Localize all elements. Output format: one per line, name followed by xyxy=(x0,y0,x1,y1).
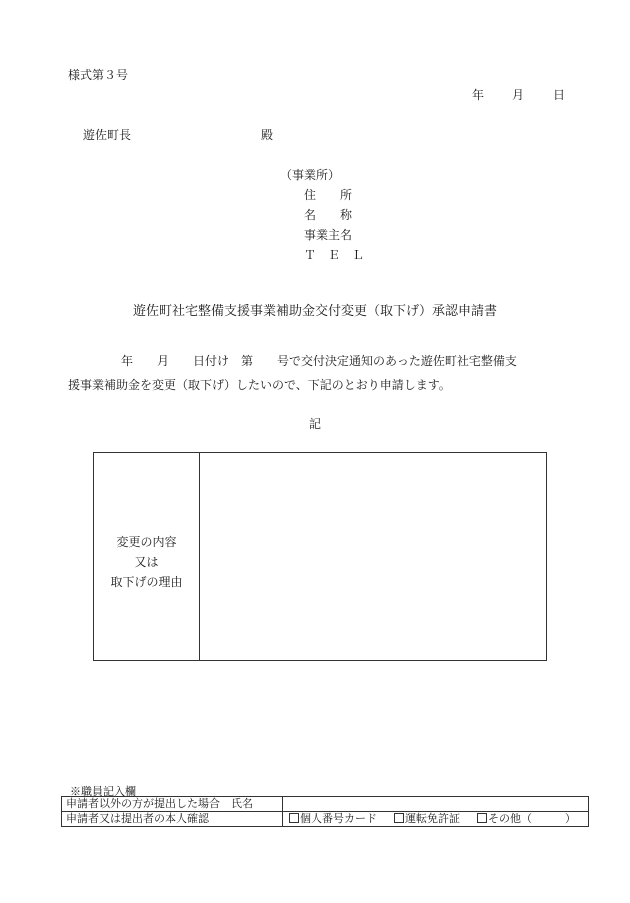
other-option-label: その他（ ） xyxy=(488,812,576,825)
mynumber-checkbox[interactable] xyxy=(289,813,299,823)
address-label: 住 所 xyxy=(304,188,353,202)
reason-label-line-3: 取下げの理由 xyxy=(110,574,183,589)
staff-table xyxy=(61,796,589,827)
reason-label-line-2: 又は xyxy=(134,554,159,569)
date-line xyxy=(472,86,565,103)
reason-value-cell[interactable] xyxy=(200,453,546,660)
license-option-label: 運転免許証 xyxy=(405,812,460,825)
body-line-2: 援事業補助金を変更（取下げ）したいので、下記のとおり申請します。 xyxy=(68,378,451,392)
license-checkbox[interactable] xyxy=(394,813,404,823)
ki-heading: 記 xyxy=(308,417,321,431)
owner-label: 事業主名 xyxy=(304,228,353,242)
applicant-block xyxy=(280,165,365,265)
form-number: 様式第３号 xyxy=(68,68,129,82)
other-checkbox[interactable] xyxy=(477,813,487,823)
date-month: 月 xyxy=(512,88,525,102)
mynumber-option-label: 個人番号カード xyxy=(300,812,377,825)
staff-note: ※職員記入欄 xyxy=(70,785,136,798)
submitter-label: 申請者以外の方が提出した場合 氏名 xyxy=(62,797,283,812)
document-title: 遊佐町社宅整備支援事業補助金交付変更（取下げ）承認申請書 xyxy=(132,304,497,319)
office-label: （事業所） xyxy=(280,168,341,182)
addressee: 遊佐町長 xyxy=(83,128,132,142)
reason-label-cell xyxy=(94,453,200,660)
identity-label: 申請者又は提出者の本人確認 xyxy=(62,812,283,827)
honorific: 殿 xyxy=(261,128,274,142)
identity-options xyxy=(283,812,589,827)
reason-table xyxy=(93,452,547,661)
staff-row-identity xyxy=(62,812,589,827)
reason-label-line-1: 変更の内容 xyxy=(116,534,177,549)
date-year: 年 xyxy=(472,88,485,102)
tel-label: Ｔ Ｅ Ｌ xyxy=(304,248,365,262)
body-line-1: 年 月 日付け 第 号で交付決定通知のあった遊佐町社宅整備支 xyxy=(121,354,517,368)
date-day: 日 xyxy=(553,88,566,102)
submitter-name-field[interactable] xyxy=(283,797,589,812)
name-label: 名 称 xyxy=(304,208,353,222)
staff-row-submitter xyxy=(62,797,589,812)
